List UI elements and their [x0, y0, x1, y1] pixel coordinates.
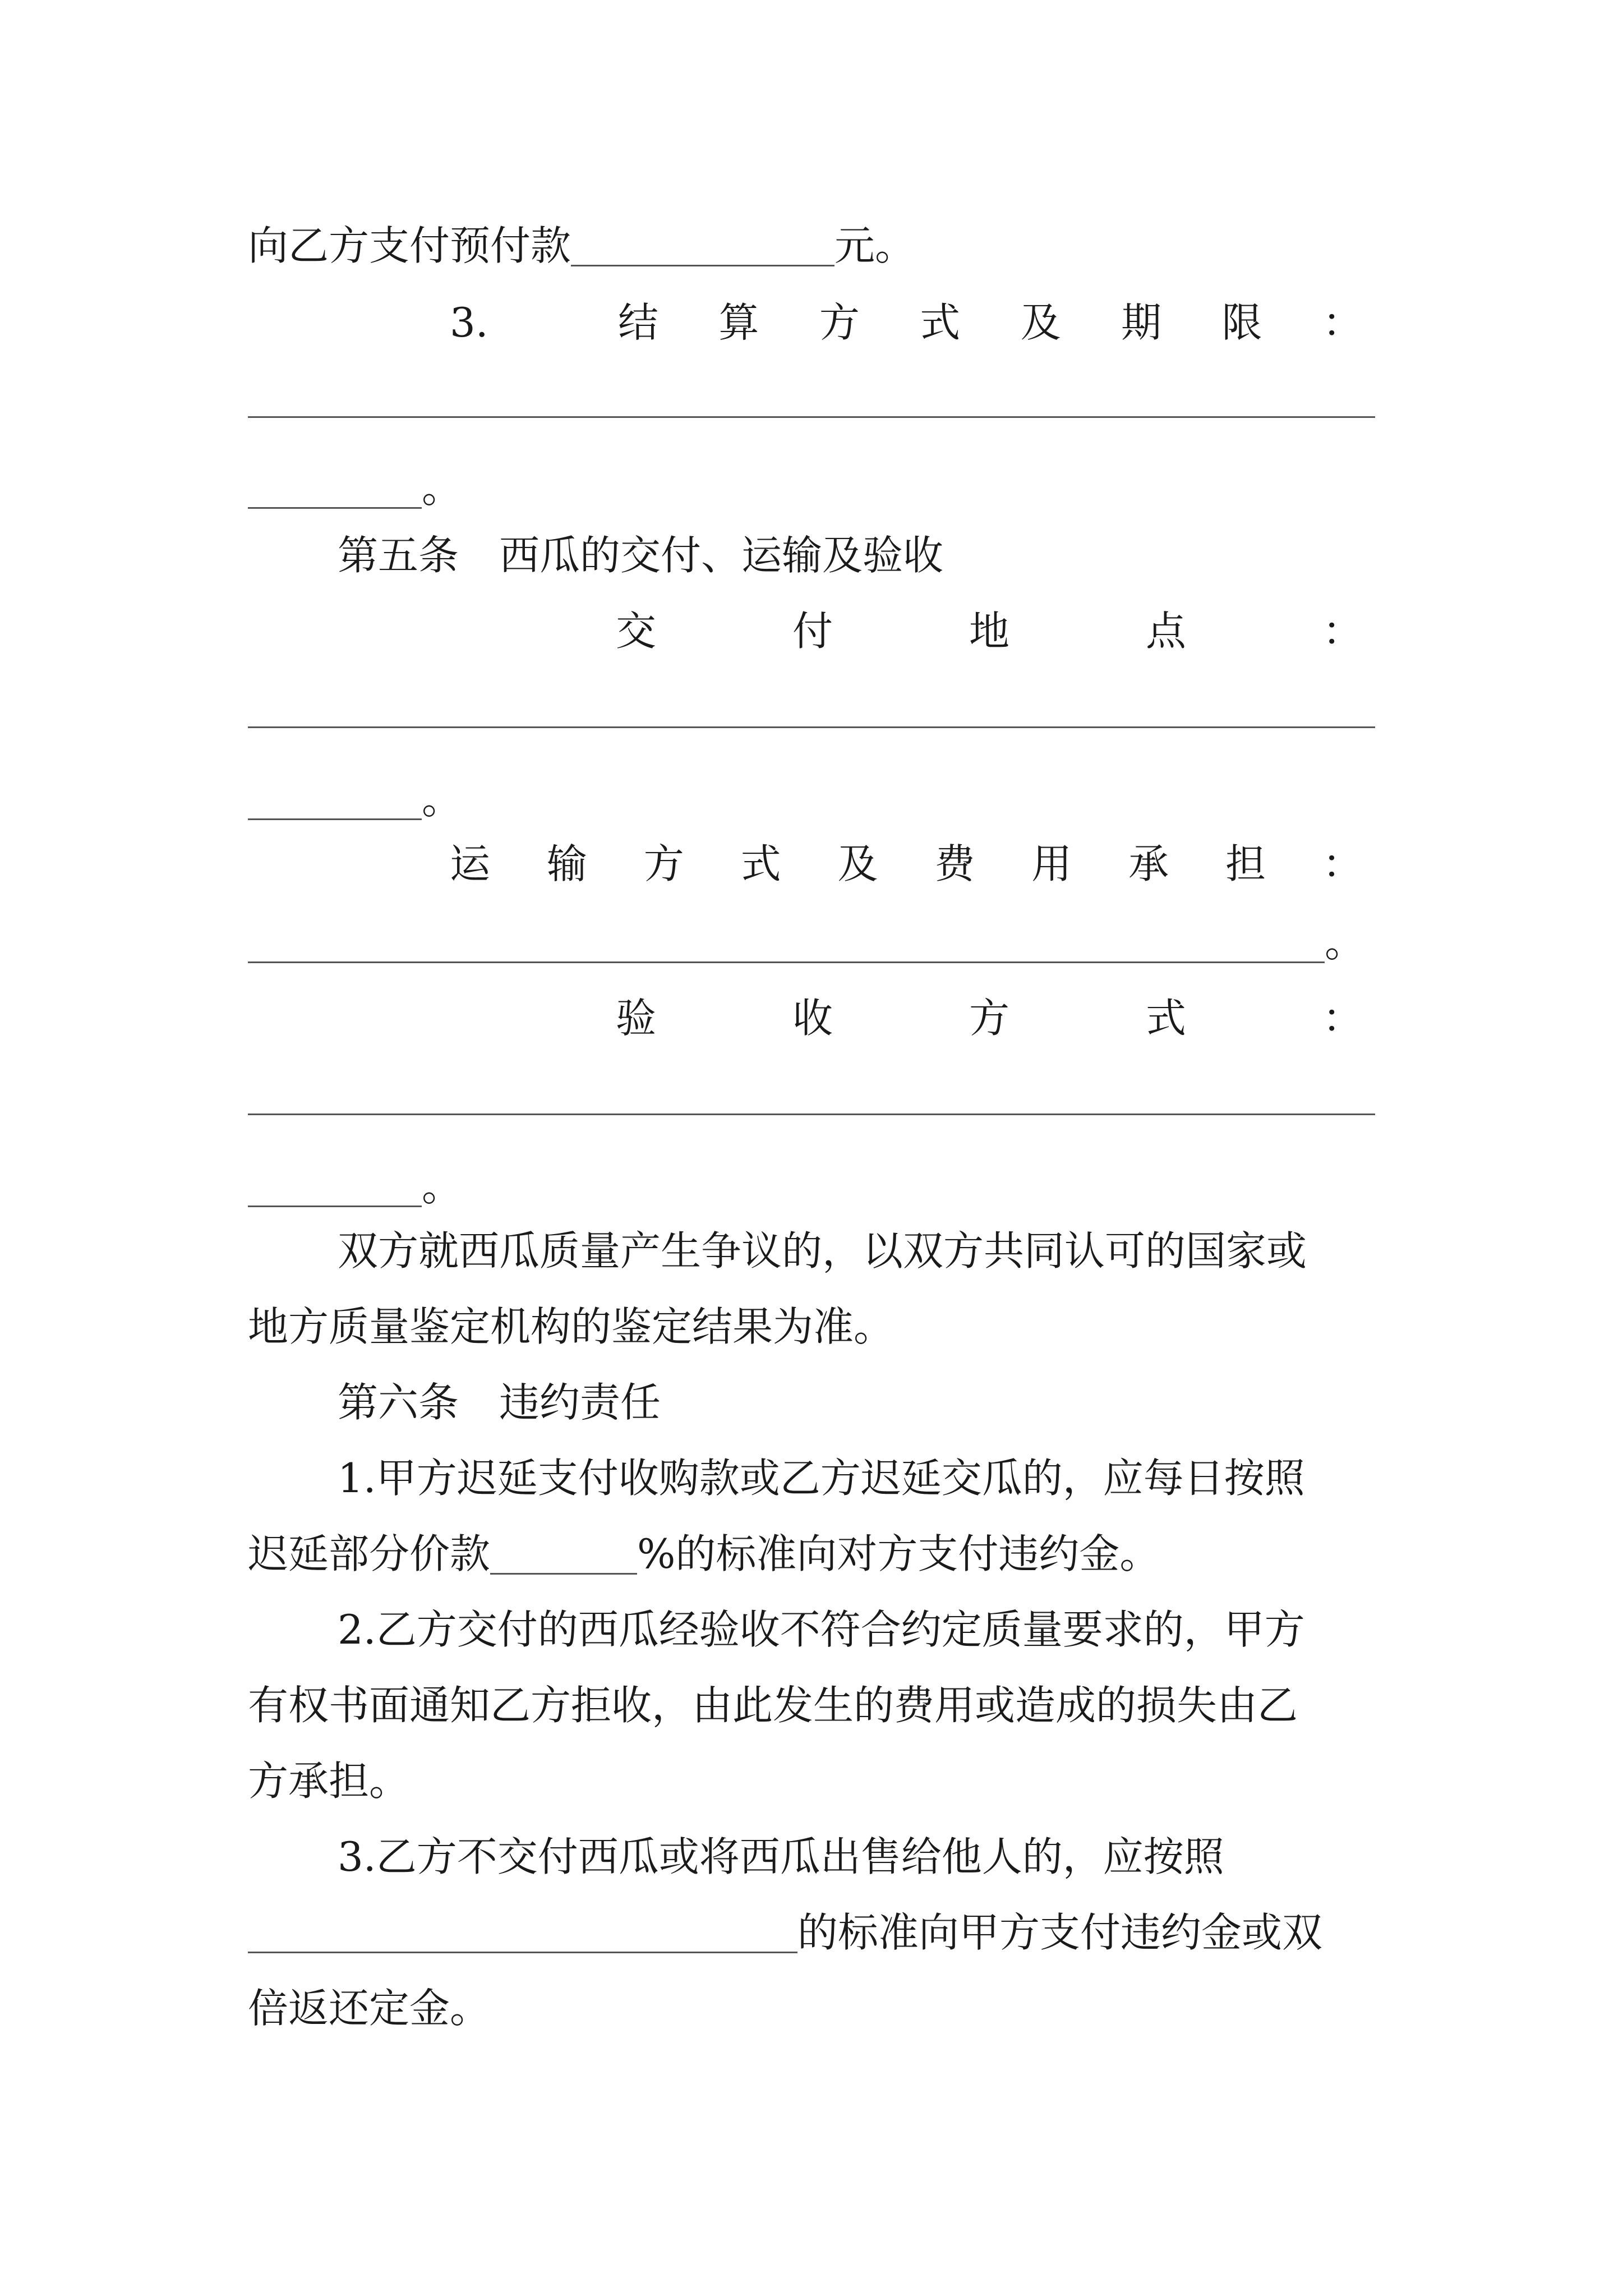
acceptance-method-blank-end	[248, 1158, 1392, 1214]
delivery-place-blank-line[interactable]	[248, 726, 1375, 728]
quality-dispute-line-2: 地方质量鉴定机构的鉴定结果为准。	[248, 1303, 895, 1350]
clause-2-line-1: 2.乙方交付的西瓜经验收不符合约定质量要求的，甲方	[338, 1606, 1305, 1653]
acceptance-method-blank-line[interactable]	[248, 1114, 1375, 1115]
clause-3-line-3: 倍返还定金。	[248, 1985, 491, 2032]
char: 点	[1145, 608, 1186, 655]
penalty-rate-blank[interactable]	[490, 1526, 637, 1575]
clause-2-line-2: 有权书面通知乙方拒收，由此发生的费用或造成的损失由乙	[248, 1682, 1298, 1729]
transport-blank[interactable]	[248, 914, 1325, 963]
acceptance-method-blank-short[interactable]	[248, 1158, 422, 1207]
clause-3-text-b: 的标准向甲方支付违约金或双	[797, 1909, 1323, 1956]
char: 付	[792, 608, 833, 655]
char: ：	[1322, 299, 1363, 346]
char: 运	[450, 840, 491, 887]
char: 算	[718, 299, 759, 346]
clause-1-text-b: %的标准向对方支付违约金。	[637, 1530, 1160, 1577]
prepayment-text: 向乙方支付预付款	[248, 222, 571, 269]
article-six-heading: 第六条 违约责任	[338, 1379, 661, 1426]
delivery-place-label	[616, 603, 1363, 659]
clause-3-blank[interactable]	[248, 1904, 797, 1953]
period-mark: 。	[1325, 919, 1366, 966]
settlement-number: 3.	[450, 299, 488, 346]
settlement-blank-end	[248, 460, 1392, 516]
clause-1-line-2	[248, 1526, 1392, 1582]
delivery-place-blank-short[interactable]	[248, 771, 422, 820]
clause-1-line-1: 1.甲方迟延支付收购款或乙方迟延交瓜的，应每日按照	[338, 1455, 1305, 1502]
acceptance-method-label	[616, 990, 1363, 1046]
char: 方	[819, 299, 860, 346]
char: 交	[616, 608, 657, 655]
transport-blank-line-row	[248, 914, 1392, 970]
prepayment-amount-blank[interactable]	[571, 218, 834, 266]
clause-1-text-a: 迟延部分价款	[248, 1530, 491, 1577]
quality-dispute-line-1: 双方就西瓜质量产生争议的，以双方共同认可的国家或	[338, 1227, 1307, 1274]
period-mark: 。	[422, 1163, 463, 1210]
settlement-heading	[450, 295, 1363, 351]
char: 地	[969, 608, 1009, 655]
settlement-blank-line[interactable]	[248, 416, 1375, 418]
char: 及	[837, 840, 878, 887]
char: 式	[740, 840, 781, 887]
transport-label	[450, 836, 1363, 892]
period-mark: 。	[422, 464, 463, 512]
period-mark: 。	[422, 776, 463, 823]
prepayment-line	[248, 218, 1392, 274]
char: 结	[618, 299, 659, 346]
yuan-text: 元。	[834, 222, 916, 269]
char: 限	[1221, 299, 1262, 346]
char: ：	[1322, 840, 1363, 887]
clause-3-line-2	[248, 1904, 1392, 1961]
char: 及	[1020, 299, 1061, 346]
article-five-heading: 第五条 西瓜的交付、运输及验收	[338, 532, 944, 579]
char: 输	[546, 840, 587, 887]
char: 用	[1031, 840, 1072, 887]
char: 担	[1225, 840, 1266, 887]
char: 验	[616, 995, 657, 1042]
settlement-blank-short[interactable]	[248, 460, 422, 509]
char: 期	[1121, 299, 1162, 346]
char: 方	[643, 840, 684, 887]
clause-2-line-3: 方承担。	[248, 1757, 410, 1805]
char: ：	[1322, 608, 1363, 655]
char: 收	[792, 995, 833, 1042]
char: 式	[920, 299, 961, 346]
settlement-label	[618, 295, 1363, 351]
char: 承	[1128, 840, 1169, 887]
char: 费	[934, 840, 975, 887]
char: ：	[1322, 995, 1363, 1042]
char: 式	[1145, 995, 1186, 1042]
char: 方	[969, 995, 1009, 1042]
clause-3-line-1: 3.乙方不交付西瓜或将西瓜出售给他人的，应按照	[338, 1833, 1224, 1880]
delivery-place-blank-end	[248, 771, 1392, 827]
